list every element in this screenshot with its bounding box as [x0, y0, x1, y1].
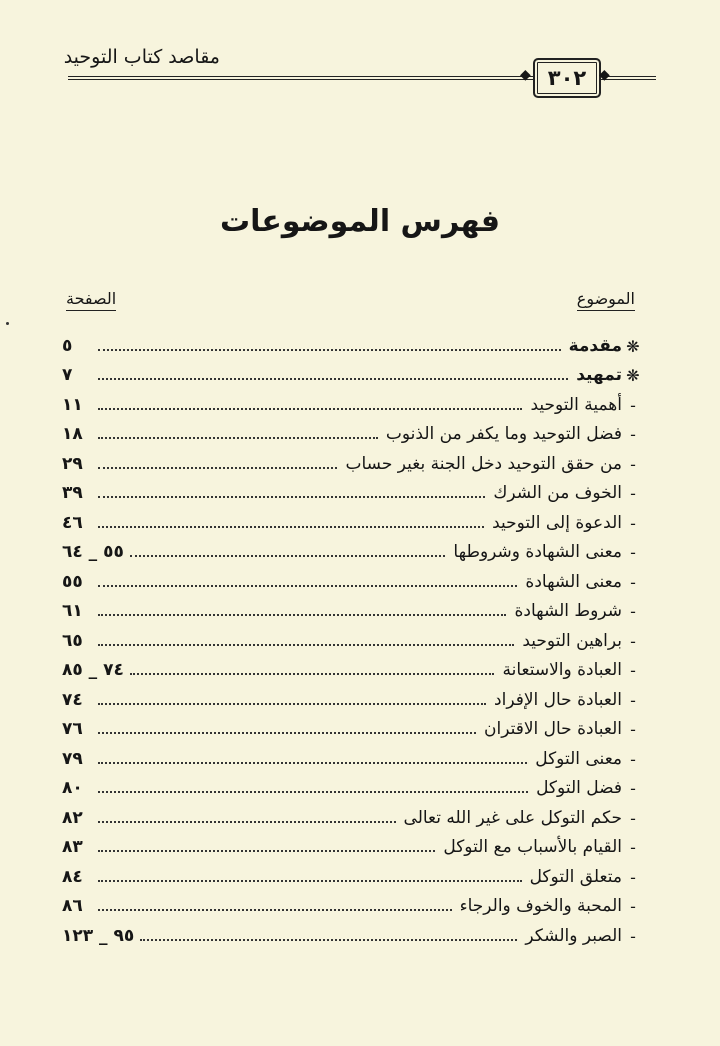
running-title: مقاصد كتاب التوحيد: [63, 46, 220, 68]
dash-bullet-icon: -: [630, 749, 636, 769]
toc-entry: [62, 769, 642, 799]
dot-leader: [98, 908, 452, 911]
dot-leader: [98, 348, 561, 351]
toc-entry: [62, 828, 642, 858]
stray-mark: [6, 322, 9, 325]
toc-entry-title: فضل التوكل: [536, 778, 622, 798]
toc-entry-page: ٧٩: [62, 748, 83, 769]
toc-entry-page: ٨٢: [62, 807, 83, 828]
dash-bullet-icon: -: [630, 661, 636, 680]
toc-entry-title: معنى الشهادة وشروطها: [453, 542, 622, 562]
toc-entry: [62, 916, 642, 946]
toc-entry-title: العبادة حال الاقتران: [483, 719, 622, 739]
dot-leader: [98, 790, 528, 793]
dot-leader: [130, 554, 446, 557]
toc-entry-page: ٧٤: [62, 689, 83, 710]
toc-entry: [62, 326, 642, 356]
toc-entry: [62, 415, 642, 445]
dot-leader: [140, 938, 517, 941]
toc-entry-page: ٧٦: [62, 719, 83, 739]
page-number: ٣٠٢: [533, 58, 601, 98]
toc-entry-page: ٨٤: [62, 866, 83, 887]
dash-bullet-icon: -: [630, 513, 636, 533]
dot-leader: [98, 407, 522, 410]
toc-entry-page: ٩٥ _ ١٢٣: [62, 925, 135, 946]
toc-entry-page: ٥: [62, 335, 73, 356]
asterisk-bullet-icon: ❋: [626, 366, 640, 385]
toc-entry-page: ٨٠: [62, 778, 83, 798]
dot-leader: [98, 731, 476, 734]
toc-entry-page: ٧: [62, 365, 73, 385]
toc-entry-title: متعلق التوكل: [529, 866, 622, 887]
toc-entry: [62, 680, 642, 710]
dot-leader: [98, 849, 435, 852]
dash-bullet-icon: -: [630, 897, 636, 916]
toc-heading: فهرس الموضوعات: [219, 204, 501, 239]
toc-entry-title: براهين التوحيد: [522, 630, 622, 651]
toc-entry: [62, 385, 642, 415]
toc-entry: [62, 592, 642, 622]
dot-leader: [98, 613, 506, 616]
toc-entry: [62, 474, 642, 504]
dot-leader: [98, 525, 484, 528]
toc-entry-title: تمهيد: [576, 365, 622, 385]
toc-entry-page: ٢٩: [62, 453, 83, 474]
toc-entry: [62, 562, 642, 592]
toc-entry-page: ٣٩: [62, 483, 83, 503]
toc-entry-title: فضل التوحيد وما يكفر من الذنوب: [385, 424, 622, 444]
ornament-left-icon: ◆: [520, 67, 531, 83]
dot-leader: [98, 495, 485, 498]
toc-entry-title: معنى التوكل: [535, 748, 622, 769]
toc-entry-title: الصبر والشكر: [525, 925, 622, 946]
dash-bullet-icon: -: [630, 602, 636, 621]
column-header-topic: الموضوع: [577, 289, 635, 311]
toc-entry: [62, 533, 642, 563]
toc-entry-page: ٨٣: [62, 837, 83, 857]
dash-bullet-icon: -: [630, 720, 636, 739]
toc-entry: [62, 503, 642, 533]
dot-leader: [98, 702, 486, 705]
ornament-right-icon: ◆: [599, 67, 610, 83]
dash-bullet-icon: -: [630, 395, 636, 415]
column-header-page: الصفحة: [66, 289, 116, 311]
dash-bullet-icon: -: [630, 454, 636, 474]
toc-entry-page: ٤٦: [62, 512, 83, 533]
toc-list: [62, 326, 642, 946]
dash-bullet-icon: -: [630, 543, 636, 562]
toc-entry-title: حكم التوكل على غير الله تعالى: [403, 807, 622, 828]
toc-entry-page: ٨٦: [62, 896, 83, 916]
dot-leader: [98, 377, 568, 380]
toc-entry: [62, 444, 642, 474]
toc-entry-title: القيام بالأسباب مع التوكل: [443, 837, 622, 857]
toc-entry-page: ١١: [62, 394, 83, 415]
dot-leader: [98, 820, 396, 823]
dot-leader: [98, 643, 514, 646]
toc-entry-page: ٧٤ _ ٨٥: [62, 660, 124, 680]
toc-entry-page: ٦٥: [62, 630, 83, 651]
toc-entry-page: ٦١: [62, 601, 83, 621]
toc-entry-title: الخوف من الشرك: [493, 483, 622, 503]
toc-entry-page: ٥٥ _ ٦٤: [62, 542, 124, 562]
toc-entry-page: ٥٥: [62, 571, 83, 592]
toc-entry: [62, 651, 642, 681]
toc-entry: [62, 621, 642, 651]
dash-bullet-icon: -: [630, 572, 636, 592]
toc-entry-title: أهمية التوحيد: [530, 394, 622, 415]
toc-entry-title: العبادة والاستعانة: [502, 660, 622, 680]
toc-entry-title: معنى الشهادة: [525, 571, 622, 592]
dot-leader: [98, 761, 527, 764]
dot-leader: [98, 584, 517, 587]
toc-entry: [62, 739, 642, 769]
asterisk-bullet-icon: ❋: [626, 336, 640, 356]
toc-entry-page: ١٨: [62, 424, 83, 444]
dash-bullet-icon: -: [630, 808, 636, 828]
toc-entry-title: من حقق التوحيد دخل الجنة بغير حساب: [345, 453, 622, 474]
toc-entry: [62, 356, 642, 386]
toc-entry-title: الدعوة إلى التوحيد: [492, 512, 622, 533]
dash-bullet-icon: -: [630, 867, 636, 887]
toc-entry-title: شروط الشهادة: [514, 601, 622, 621]
dash-bullet-icon: -: [630, 779, 636, 798]
dash-bullet-icon: -: [630, 425, 636, 444]
toc-entry: [62, 798, 642, 828]
toc-entry-title: العبادة حال الإفراد: [494, 689, 622, 710]
toc-entry-title: المحبة والخوف والرجاء: [459, 896, 622, 916]
dash-bullet-icon: -: [630, 926, 636, 946]
dot-leader: [98, 466, 337, 469]
dash-bullet-icon: -: [630, 631, 636, 651]
dot-leader: [98, 436, 378, 439]
toc-entry: [62, 857, 642, 887]
dot-leader: [98, 879, 522, 882]
dash-bullet-icon: -: [630, 484, 636, 503]
toc-entry: [62, 710, 642, 740]
toc-entry: [62, 887, 642, 917]
dash-bullet-icon: -: [630, 690, 636, 710]
dot-leader: [130, 672, 495, 675]
dash-bullet-icon: -: [630, 838, 636, 857]
toc-entry-title: مقدمة: [568, 335, 622, 356]
